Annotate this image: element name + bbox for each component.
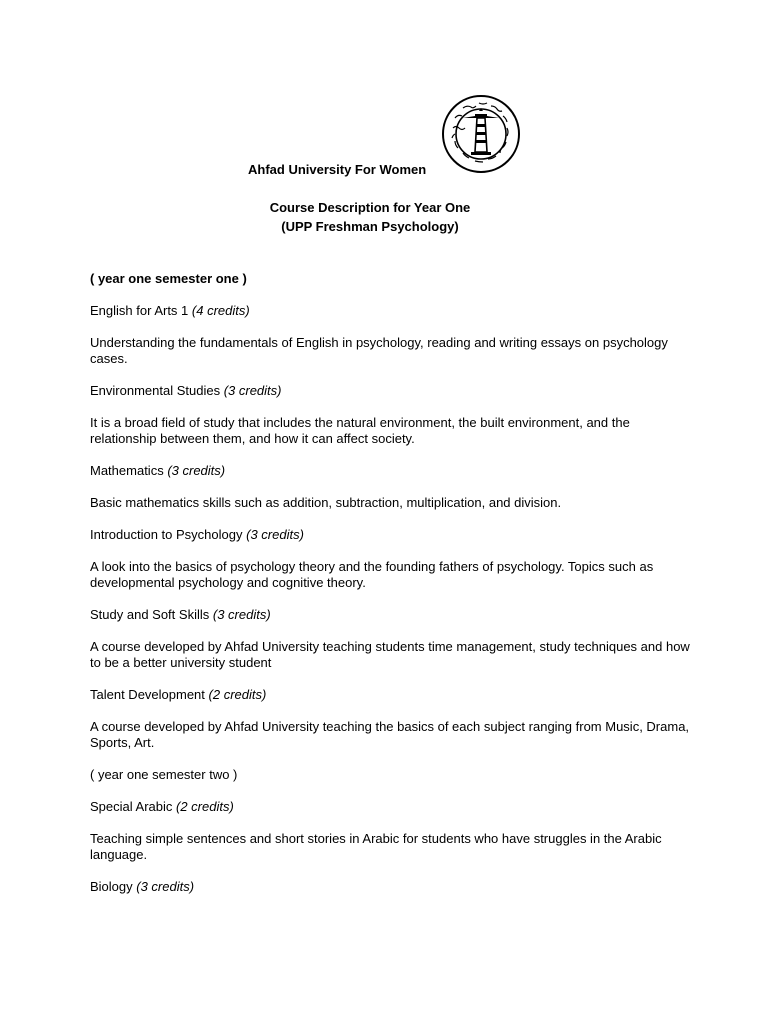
course-description: Basic mathematics skills such as addition, subtraction, multiplication, and division. <box>90 495 562 510</box>
course-heading-intro-psychology <box>90 527 690 543</box>
semester-two-label: ( year one semester two ) <box>90 767 238 782</box>
course-description: Teaching simple sentences and short stories in Arabic for students who have struggles in the Arabic language. <box>90 831 662 862</box>
course-heading-study-skills <box>90 607 690 623</box>
course-credits: (2 credits) <box>176 799 234 814</box>
course-credits: (3 credits) <box>212 607 271 622</box>
course-description: Understanding the fundamentals of English in psychology, reading and writing essays on psychology cases. <box>90 335 668 366</box>
course-description: A look into the basics of psychology theory and the founding fathers of psychology. Topics such as developmental psychology and cognitive theory. <box>90 559 654 590</box>
course-credits: (4 credits) <box>191 303 250 318</box>
course-name: Introduction to Psychology <box>90 527 243 542</box>
course-heading-biology <box>90 879 690 895</box>
course-name: English for Arts 1 <box>90 303 189 318</box>
course-credits: (2 credits) <box>208 687 267 702</box>
course-credits: (3 credits) <box>136 879 195 894</box>
course-name: Environmental Studies <box>90 383 221 398</box>
course-description: A course developed by Ahfad University teaching students time management, study techniques and how to be a better university student <box>90 639 690 670</box>
course-credits: (3 credits) <box>167 463 226 478</box>
course-credits: (3 credits) <box>223 383 282 398</box>
course-name: Study and Soft Skills <box>90 607 210 622</box>
course-description: A course developed by Ahfad University teaching the basics of each subject ranging from Music, Drama, Sports, Art. <box>90 719 690 750</box>
course-name: Mathematics <box>90 463 164 478</box>
course-heading-mathematics <box>90 463 690 479</box>
course-heading-talent-development <box>90 687 690 703</box>
university-name: Ahfad University For Women <box>248 162 427 177</box>
course-name: Biology <box>90 879 133 894</box>
document-subtitle: (UPP Freshman Psychology) <box>281 219 459 234</box>
course-name: Special Arabic <box>90 799 173 814</box>
course-heading-english <box>90 303 690 319</box>
document-title: Course Description for Year One <box>269 200 471 215</box>
semester-one-label: ( year one semester one ) <box>90 271 247 286</box>
course-description: It is a broad field of study that includes the natural environment, the built environment, and the relationship between them, and how it can affect society. <box>90 415 630 446</box>
course-name: Talent Development <box>90 687 205 702</box>
course-credits: (3 credits) <box>246 527 304 542</box>
university-seal-logo <box>441 94 521 174</box>
course-heading-special-arabic <box>90 799 690 815</box>
course-heading-environmental <box>90 383 690 399</box>
